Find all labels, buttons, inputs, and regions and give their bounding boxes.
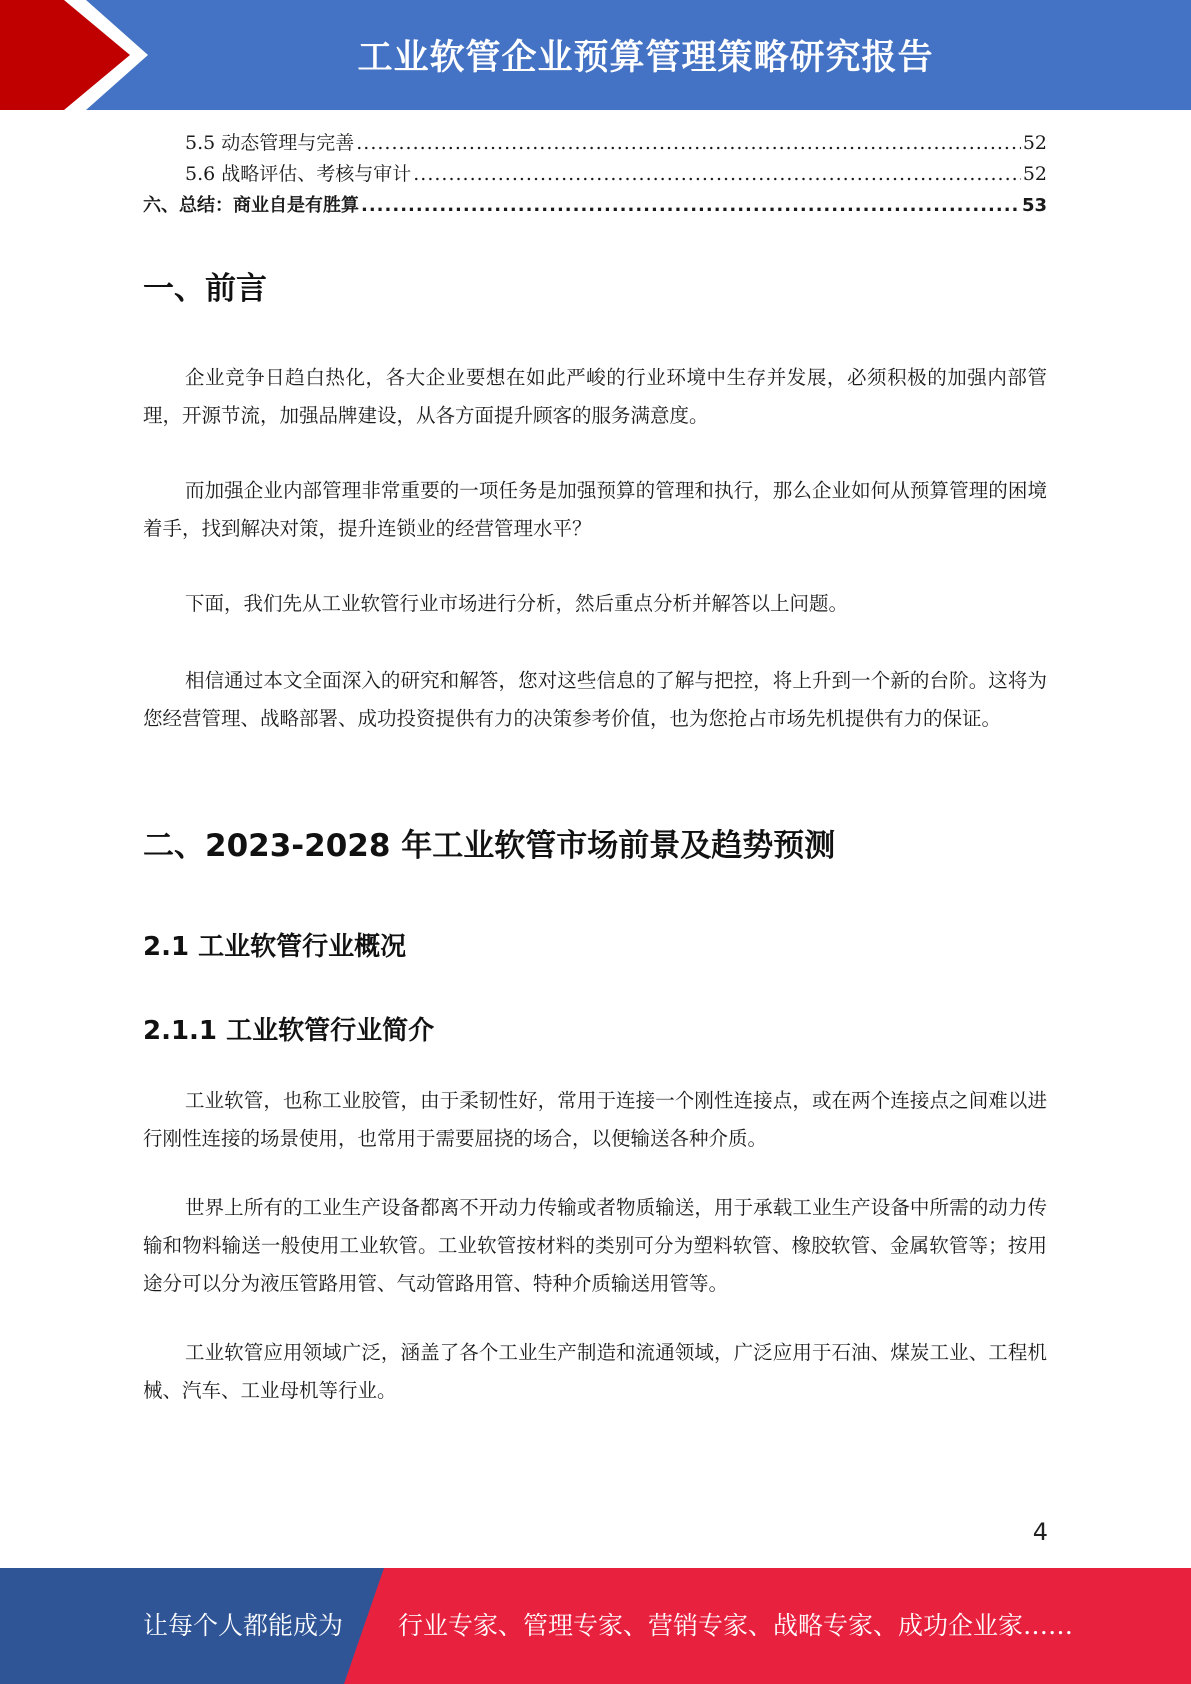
toc-entry-label: 5.6 战略评估、考核与审计 xyxy=(185,163,412,185)
toc-entry[interactable] xyxy=(143,190,1047,221)
toc-entry-page: 52 xyxy=(1022,163,1047,185)
footer-slogan-right: 行业专家、管理专家、营销专家、战略专家、成功企业家…… xyxy=(398,1611,1074,1640)
toc-entry[interactable] xyxy=(143,128,1047,159)
paragraph: 工业软管应用领域广泛，涵盖了各个工业生产制造和流通领域，广泛应用于石油、煤炭工业、工程机械、汽车、工业母机等行业。 xyxy=(143,1341,1047,1402)
page-number: 4 xyxy=(1032,1518,1048,1546)
paragraph: 企业竞争日趋白热化，各大企业要想在如此严峻的行业环境中生存并发展，必须积极的加强内部管理，开源节流，加强品牌建设，从各方面提升顾客的服务满意度。 xyxy=(143,366,1047,427)
paragraph: 相信通过本文全面深入的研究和解答，您对这些信息的了解与把控，将上升到一个新的台阶。这将为您经营管理、战略部署、成功投资提供有力的决策参考价值，也为您抢占市场先机提供有力的保证。 xyxy=(143,669,1047,730)
section-heading-forecast: 二、2023-2028 年工业软管市场前景及趋势预测 xyxy=(143,828,836,864)
toc-entry-page: 53 xyxy=(1021,195,1047,216)
toc-leader-dots xyxy=(361,190,1020,221)
table-of-contents xyxy=(143,128,1047,221)
paragraph: 世界上所有的工业生产设备都离不开动力传输或者物质输送，用于承载工业生产设备中所需的动力传输和物料输送一般使用工业软管。工业软管按材料的类别可分为塑料软管、橡胶软管、金属软管等；按用途分可以分为液压管路用管、气动管路用管、特种介质输送用管等。 xyxy=(143,1196,1047,1295)
paragraph: 下面，我们先从工业软管行业市场进行分析，然后重点分析并解答以上问题。 xyxy=(185,592,849,615)
footer-slogan-left: 让每个人都能成为 xyxy=(143,1611,344,1640)
toc-entry-page: 52 xyxy=(1022,132,1047,154)
footer-banner xyxy=(0,1568,1191,1684)
paragraph: 工业软管，也称工业胶管，由于柔韧性好，常用于连接一个刚性连接点，或在两个连接点之间难以进行刚性连接的场景使用，也常用于需要屈挠的场合，以便输送各种介质。 xyxy=(143,1089,1047,1150)
section-heading-preface: 一、前言 xyxy=(143,271,267,307)
toc-leader-dots xyxy=(356,128,1021,159)
toc-entry-label: 六、总结：商业自是有胜算 xyxy=(143,195,359,216)
subsubsection-heading: 2.1.1 工业软管行业简介 xyxy=(143,1016,435,1046)
subsection-heading: 2.1 工业软管行业概况 xyxy=(143,932,407,962)
report-title: 工业软管企业预算管理策略研究报告 xyxy=(357,38,934,78)
paragraph: 而加强企业内部管理非常重要的一项任务是加强预算的管理和执行，那么企业如何从预算管理的困境着手，找到解决对策，提升连锁业的经营管理水平？ xyxy=(143,479,1047,540)
header-banner xyxy=(0,0,1191,110)
header-arrow-decoration xyxy=(0,0,160,110)
toc-leader-dots xyxy=(413,159,1021,190)
toc-entry[interactable] xyxy=(143,159,1047,190)
toc-entry-label: 5.5 动态管理与完善 xyxy=(185,132,355,154)
